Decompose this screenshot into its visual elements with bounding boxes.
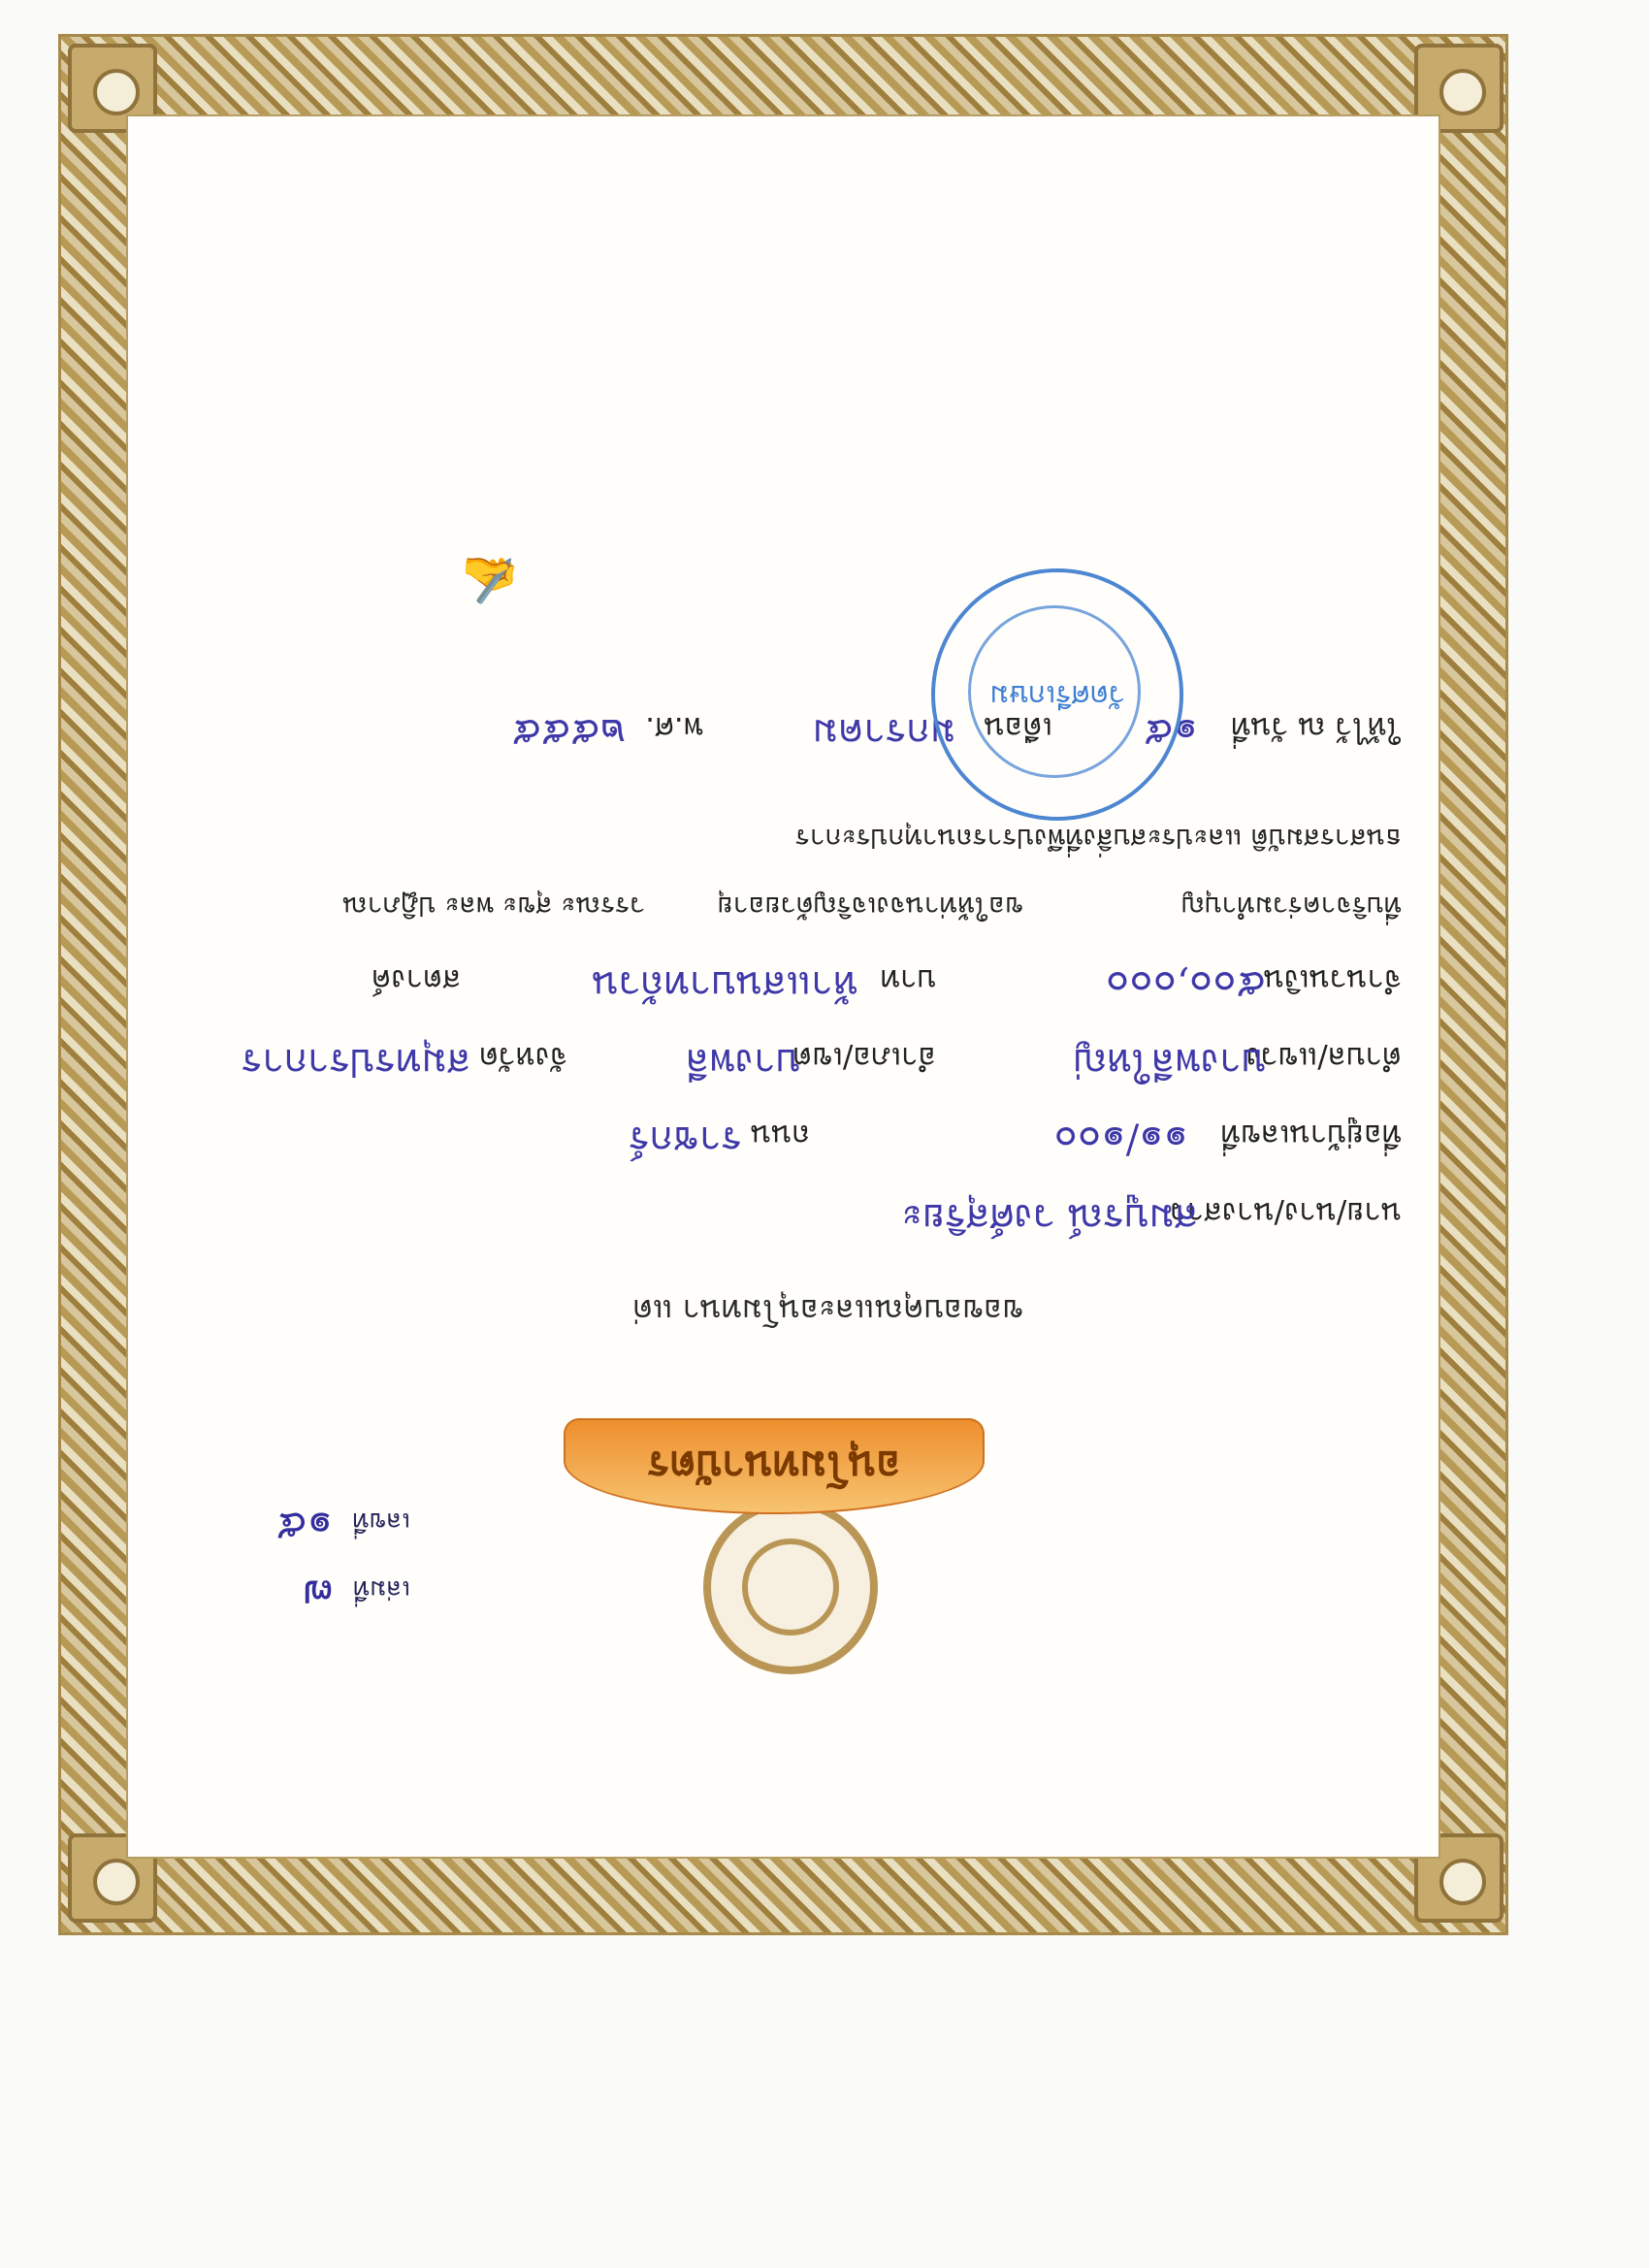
- address-value: ๑๑/๑๐๐: [1053, 1118, 1188, 1162]
- year-label: พ.ศ.: [645, 710, 703, 745]
- month-value: มกราคม: [812, 710, 955, 755]
- district-value: บางพลี: [685, 1040, 800, 1085]
- satang-label: สตางค์: [371, 962, 461, 997]
- date-value: ๑๕: [1144, 710, 1198, 755]
- cert-number-value: ๑๕: [275, 1504, 334, 1551]
- baht-label: บาท: [880, 962, 936, 997]
- month-label: เดือน: [984, 710, 1052, 745]
- road-label: ถนน: [750, 1118, 810, 1152]
- subdistrict-label: ตำบล/แขวง: [1245, 1040, 1402, 1075]
- book-number-value: ๗: [303, 1571, 334, 1619]
- certificate-number-block: [276, 1490, 410, 1626]
- province-label: จังหวัด: [478, 1040, 567, 1075]
- cert-number-label: เลขที่: [352, 1507, 410, 1536]
- subdistrict-value: บางพลีใหญ่: [1073, 1040, 1266, 1085]
- certificate-content: [126, 114, 1440, 1859]
- certificate-title: อนุโมทนาบัตร: [647, 1442, 901, 1491]
- date-label: ให้ไว้ ณ วันที่: [1230, 710, 1402, 745]
- title-banner: [564, 1418, 985, 1514]
- amount-value: ๕๐๐,๐๐๐: [1105, 962, 1266, 1007]
- road-value: ราชกร์: [629, 1118, 742, 1162]
- address-label: ที่อยู่บ้านเลขที่: [1220, 1118, 1402, 1152]
- blessing-line-4: ธนสารสมบัติ และประสบสิ่งที่พึงปรารถนาทุกประการ: [794, 823, 1402, 855]
- district-label: อำเภอ/เขต: [792, 1040, 936, 1075]
- blessing-line-2: ขอให้ท่านจงเจริญด้วยอายุ: [717, 891, 1023, 923]
- name-label: นาย/นาง/นางสาว: [1170, 1195, 1402, 1230]
- blessing-line-1: ที่บริจาคร่วมทำบุญ: [1180, 891, 1402, 923]
- dharma-wheel-emblem: [703, 1500, 878, 1674]
- amount-in-words: ห้าแสนบาทถ้วน: [592, 962, 858, 1007]
- intro-text: ขอขอบคุณและอนุโมทนา แด่: [632, 1292, 1023, 1329]
- book-number-label: เล่มที่: [352, 1574, 410, 1604]
- province-value: สมุทรปราการ: [241, 1040, 470, 1085]
- name-value: สมบูรณ์ วงศ์สุริยะ: [901, 1195, 1198, 1240]
- year-value: ๒๕๕๕: [511, 710, 626, 755]
- signature-mark: ✍: [461, 552, 519, 606]
- amount-label: จำนวนเงิน: [1263, 962, 1402, 997]
- official-seal: [931, 568, 1183, 821]
- seal-text: วัดศรีเกษม: [989, 678, 1125, 712]
- blessing-line-3: วรรณะ สุขะ พละ ปฏิภาณ: [341, 891, 645, 923]
